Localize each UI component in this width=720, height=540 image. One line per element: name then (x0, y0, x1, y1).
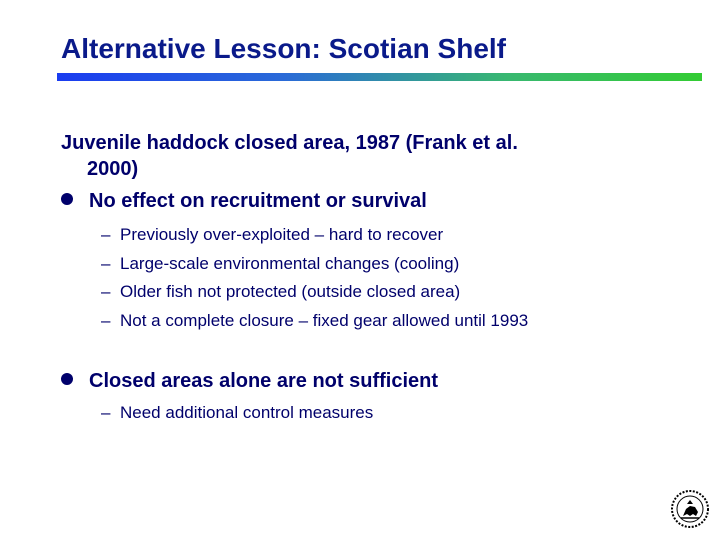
bullet-1-text: No effect on recruitment or survival (89, 190, 427, 212)
dash-icon: – (101, 254, 111, 273)
intro-line-1: Juvenile haddock closed area, 1987 (Frank et al. (61, 132, 518, 154)
bullet-dot-icon (61, 193, 73, 205)
slide-title: Alternative Lesson: Scotian Shelf (61, 33, 506, 64)
bullet-2-text: Closed areas alone are not sufficient (89, 370, 438, 392)
dash-icon: – (101, 311, 111, 330)
intro-text (61, 130, 651, 182)
dash-icon: – (101, 225, 111, 244)
sub-bullet-2-1 (101, 398, 373, 427)
bullet-1 (61, 188, 427, 214)
sub-bullet-text: Older fish not protected (outside closed area) (120, 282, 461, 301)
sub-bullet-1-2 (101, 249, 459, 278)
title-divider (57, 73, 702, 81)
dash-icon: – (101, 403, 111, 422)
sub-bullet-text: Need additional control measures (120, 403, 374, 422)
sub-bullet-1-3 (101, 277, 460, 306)
intro-line-2: 2000) (87, 158, 139, 180)
sub-bullet-text: Not a complete closure – fixed gear allowed until 1993 (120, 311, 529, 330)
sub-bullet-1-1 (101, 220, 443, 249)
sub-bullet-text: Large-scale environmental changes (cooling) (120, 254, 460, 273)
sub-bullet-1-4 (101, 306, 528, 335)
dash-icon: – (101, 282, 111, 301)
seal-logo-icon (670, 489, 710, 529)
bullet-dot-icon (61, 373, 73, 385)
bullet-2 (61, 368, 438, 394)
sub-bullet-text: Previously over-exploited – hard to recover (120, 225, 444, 244)
